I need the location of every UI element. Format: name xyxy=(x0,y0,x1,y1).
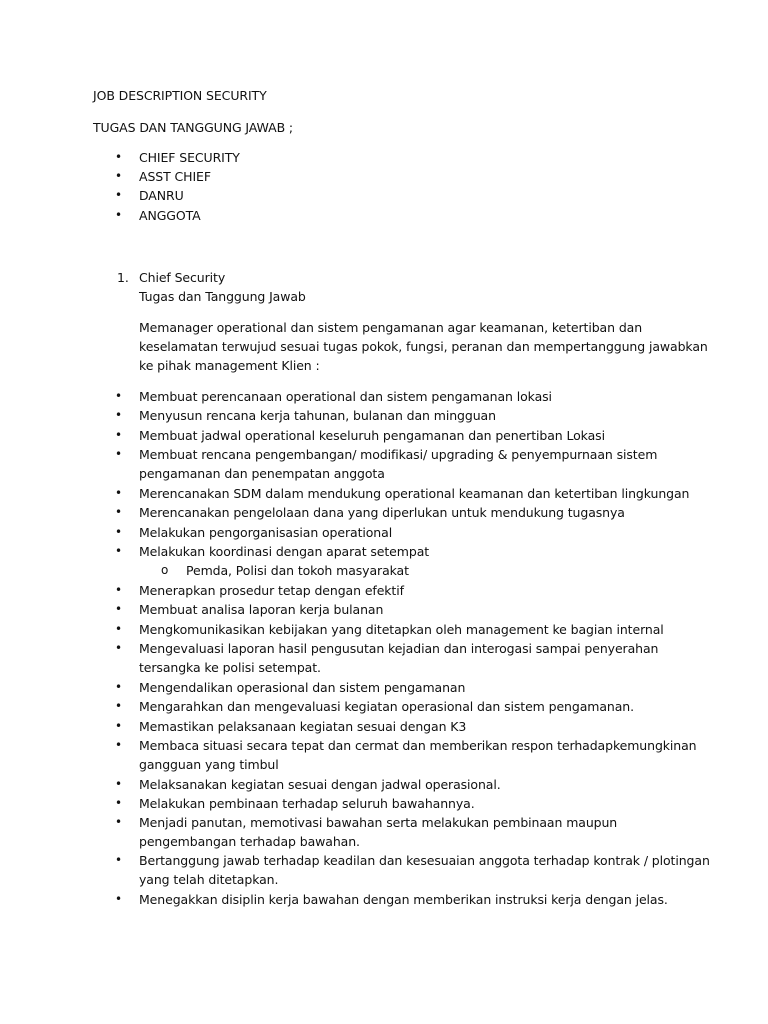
duty-text: Menyusun rencana kerja tahunan, bulanan dan mingguan xyxy=(139,408,496,423)
duty-text-continued: pengembangan terhadap bawahan. xyxy=(139,834,360,849)
paragraph-line: keselamatan terwujud sesuai tugas pokok, fungsi, peranan dan mempertanggung jawabkan xyxy=(139,339,708,354)
bullet-glyph: • xyxy=(115,208,122,222)
bullet-glyph: • xyxy=(115,583,122,597)
bullet-glyph: • xyxy=(115,188,122,202)
bullet-glyph: • xyxy=(115,525,122,539)
bullet-glyph: • xyxy=(115,796,122,810)
paragraph-line: Memanager operational dan sistem pengamanan agar keamanan, ketertiban dan xyxy=(139,320,643,335)
bullet-glyph: • xyxy=(115,892,122,906)
duty-text: Mengkomunikasikan kebijakan yang ditetapkan oleh management ke bagian internal xyxy=(139,622,664,637)
duty-text: Membuat jadwal operational keseluruh pengamanan dan penertiban Lokasi xyxy=(139,428,605,443)
bullet-glyph: • xyxy=(115,486,122,500)
role-asst-chief: ASST CHIEF xyxy=(139,169,211,184)
bullet-glyph: • xyxy=(115,150,122,164)
bullet-glyph: • xyxy=(115,777,122,791)
duty-text: Membuat perencanaan operational dan sistem pengamanan lokasi xyxy=(139,389,552,404)
duty-text: Melakukan pengorganisasian operational xyxy=(139,525,393,540)
bullet-glyph: • xyxy=(115,719,122,733)
bullet-glyph: • xyxy=(115,447,122,461)
bullet-glyph: • xyxy=(115,408,122,422)
duty-text: Menerapkan prosedur tetap dengan efektif xyxy=(139,583,404,598)
sub-bullet-glyph: o xyxy=(161,563,169,577)
duty-text: Menjadi panutan, memotivasi bawahan serta melakukan pembinaan maupun xyxy=(139,815,618,830)
section-number: 1. xyxy=(117,270,129,285)
responsibilities-heading: TUGAS DAN TANGGUNG JAWAB ; xyxy=(93,120,294,135)
duty-text: Merencanakan pengelolaan dana yang diperlukan untuk mendukung tugasnya xyxy=(139,505,625,520)
role-danru: DANRU xyxy=(139,188,184,203)
duty-text: Mengarahkan dan mengevaluasi kegiatan operasional dan sistem pengamanan. xyxy=(139,699,634,714)
paragraph-line: ke pihak management Klien : xyxy=(139,358,320,373)
section-title: Chief Security xyxy=(139,270,226,285)
bullet-glyph: • xyxy=(115,738,122,752)
duty-text: Membuat rencana pengembangan/ modifikasi/ upgrading & penyempurnaan sistem xyxy=(139,447,658,462)
duty-text-continued: gangguan yang timbul xyxy=(139,757,279,772)
document-title: JOB DESCRIPTION SECURITY xyxy=(93,88,267,103)
bullet-glyph: • xyxy=(115,853,122,867)
duty-text-continued: pengamanan dan penempatan anggota xyxy=(139,466,385,481)
duty-text: Merencanakan SDM dalam mendukung operational keamanan dan ketertiban lingkungan xyxy=(139,486,690,501)
role-chief-security: CHIEF SECURITY xyxy=(139,150,240,165)
duty-text: Mengevaluasi laporan hasil pengusutan kejadian dan interogasi sampai penyerahan xyxy=(139,641,659,656)
bullet-glyph: • xyxy=(115,641,122,655)
bullet-glyph: • xyxy=(115,699,122,713)
bullet-glyph: • xyxy=(115,428,122,442)
duty-text: Melakukan pembinaan terhadap seluruh bawahannya. xyxy=(139,796,475,811)
bullet-glyph: • xyxy=(115,680,122,694)
duty-text: Mengendalikan operasional dan sistem pengamanan xyxy=(139,680,466,695)
duty-text: Menegakkan disiplin kerja bawahan dengan memberikan instruksi kerja dengan jelas. xyxy=(139,892,668,907)
bullet-glyph: • xyxy=(115,169,122,183)
duty-text: Membaca situasi secara tepat dan cermat dan memberikan respon terhadapkemungkinan xyxy=(139,738,697,753)
bullet-glyph: • xyxy=(115,622,122,636)
bullet-glyph: • xyxy=(115,389,122,403)
duty-text: Bertanggung jawab terhadap keadilan dan kesesuaian anggota terhadap kontrak / plotingan xyxy=(139,853,710,868)
role-anggota: ANGGOTA xyxy=(139,208,201,223)
duty-text: Membuat analisa laporan kerja bulanan xyxy=(139,602,384,617)
duty-text: Melakukan koordinasi dengan aparat setempat xyxy=(139,544,430,559)
duty-text-continued: tersangka ke polisi setempat. xyxy=(139,660,321,675)
duty-text: Memastikan pelaksanaan kegiatan sesuai dengan K3 xyxy=(139,719,467,734)
bullet-glyph: • xyxy=(115,544,122,558)
duty-text-continued: yang telah ditetapkan. xyxy=(139,872,279,887)
bullet-glyph: • xyxy=(115,505,122,519)
duty-text: Melaksanakan kegiatan sesuai dengan jadwal operasional. xyxy=(139,777,501,792)
bullet-glyph: • xyxy=(115,602,122,616)
sub-duty-text: Pemda, Polisi dan tokoh masyarakat xyxy=(186,563,409,578)
bullet-glyph: • xyxy=(115,815,122,829)
section-subtitle: Tugas dan Tanggung Jawab xyxy=(139,289,306,304)
